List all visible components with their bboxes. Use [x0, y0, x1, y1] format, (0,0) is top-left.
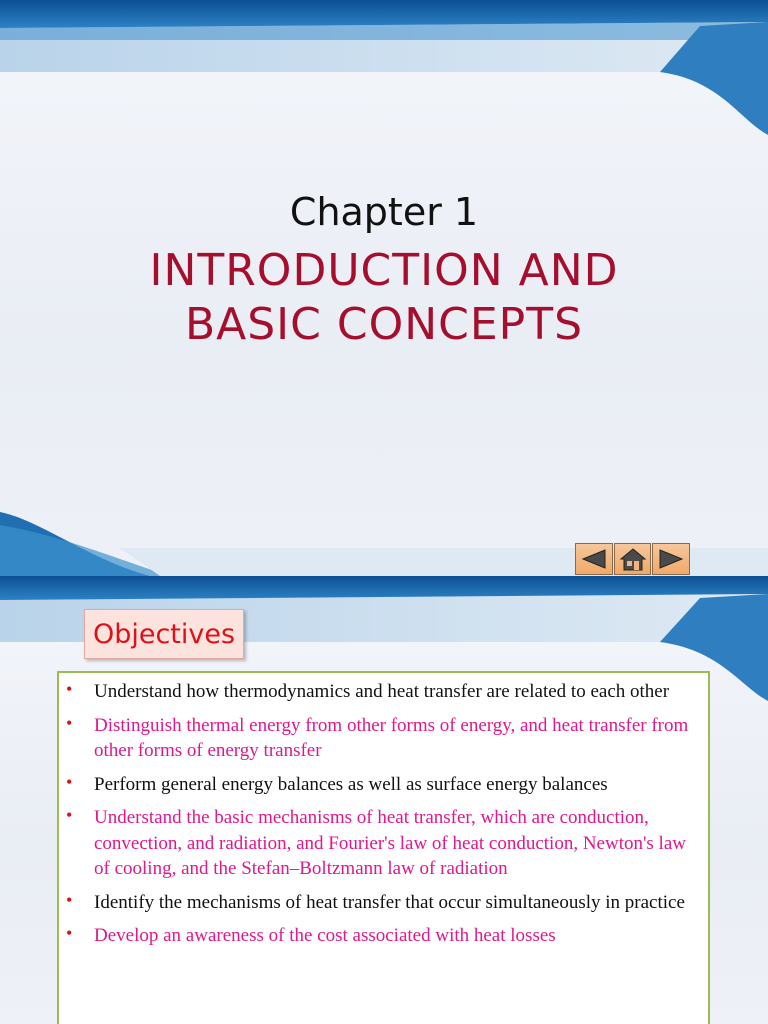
slide-navigation [575, 543, 691, 575]
bullet-icon: • [66, 712, 73, 733]
title-line-2: BASIC CONCEPTS [184, 299, 584, 350]
chapter-label: Chapter 1 [289, 190, 479, 234]
objective-item: • Develop an awareness of the cost associated with heat losses [66, 923, 556, 946]
forward-button[interactable] [652, 543, 690, 575]
triangle-left-icon [579, 547, 609, 571]
objectives-list-box [57, 671, 710, 1024]
back-button[interactable] [575, 543, 613, 575]
objectives-heading: Objectives [84, 609, 244, 659]
bullet-icon: • [66, 923, 73, 943]
title-line-1: INTRODUCTION AND [149, 245, 619, 296]
objective-item: • Perform general energy balances as well as surface energy balances [66, 771, 608, 795]
objectives-list [59, 673, 708, 949]
triangle-right-icon [656, 547, 686, 571]
bullet-icon: • [66, 771, 73, 792]
bullet-icon: • [66, 679, 73, 699]
bullet-icon: • [66, 805, 73, 825]
home-icon [618, 546, 648, 572]
objectives-slide [0, 576, 768, 1024]
objective-item: • Understand the basic mechanisms of heat transfer, which are conduction, convection, and radiation, and Fourier's law of heat conduction, Newton's law of cooling, and the Stefan–Boltzmann law of radiation [66, 805, 686, 879]
objective-item: • Distinguish thermal energy from other forms of energy, and heat transfer from other forms of energy transfer [66, 712, 689, 761]
home-button[interactable] [614, 543, 652, 575]
objective-item: • Understand how thermodynamics and heat transfer are related to each other [66, 679, 670, 702]
slide-title [0, 244, 768, 352]
bullet-icon: • [66, 889, 73, 910]
objective-item: • Identify the mechanisms of heat transfer that occur simultaneously in practice [66, 889, 685, 913]
